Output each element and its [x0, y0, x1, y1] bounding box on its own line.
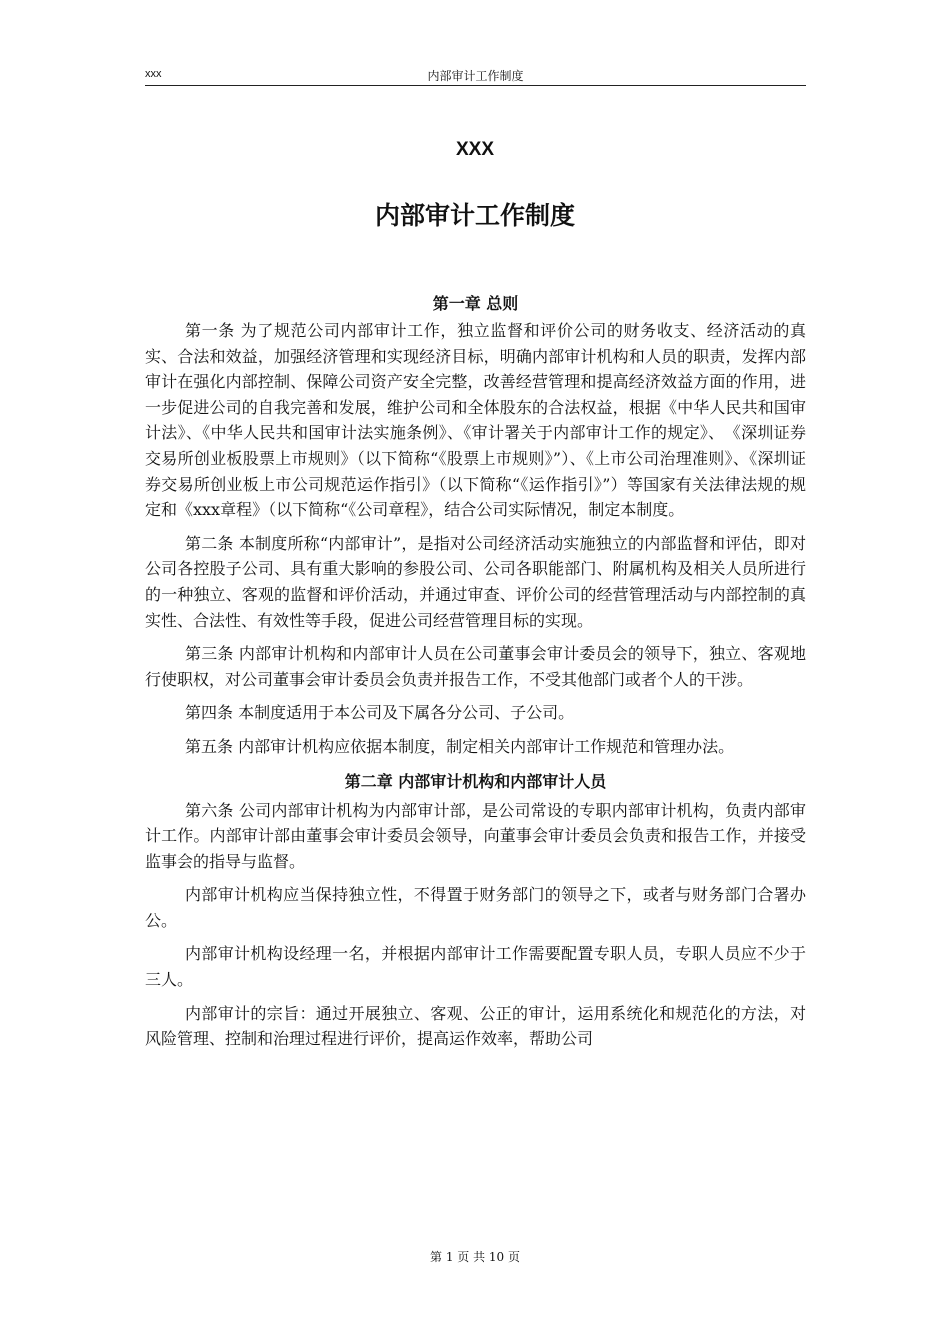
- article-6-purpose: 内部审计的宗旨：通过开展独立、客观、公正的审计，运用系统化和规范化的方法，对风险管理、控制和治理过程进行评价，提高运作效率，帮助公司: [145, 1003, 806, 1049]
- article-3: 第三条 内部审计机构和内部审计人员在公司董事会审计委员会的领导下，独立、客观地行使职权，对公司董事会审计委员会负责并报告工作，不受其他部门或者个人的干涉。: [145, 644, 806, 689]
- document-title: 内部审计工作制度: [374, 201, 575, 230]
- article-6-independence: 内部审计机构应当保持独立性，不得置于财务部门的领导之下，或者与财务部门合署办公。: [145, 885, 806, 930]
- header-center-title: 内部审计工作制度: [427, 69, 524, 83]
- article-6: 第六条 公司内部审计机构为内部审计部，是公司常设的专职内部审计机构，负责内部审计工作。内部审计部由董事会审计委员会领导，向董事会审计委员会负责和报告工作，并接受监事会的指导与监督。: [145, 800, 806, 871]
- page-header: [145, 66, 806, 86]
- company-name: XXX: [455, 139, 495, 160]
- article-4: 第四条 本制度适用于本公司及下属各分公司、子公司。: [185, 703, 575, 723]
- page-footer: 第 1 页 共 10 页: [430, 1250, 520, 1264]
- article-5: 第五条 内部审计机构应依据本制度，制定相关内部审计工作规范和管理办法。: [185, 736, 735, 756]
- article-1: 第一条 为了规范公司内部审计工作，独立监督和评价公司的财务收支、经济活动的真实、合法和效益，加强经济管理和实现经济目标，明确内部审计机构和人员的职责，发挥内部审计在强化内部控制、保障公司资产安全完整，改善经营管理和提高经济效益方面的作用，进一步促进公司的自我完善和发展，维护公司和全体股东的合法权益，根据《中华人民共和国审计法》、《中华人民共和国审计法实施条例》、《审计署关于内部审计工作的规定》、 《深圳证券交易所创业板股票上市规则》（以下简称“《股票上市规则》”）、《上市公司治理准则》、《深圳证券交易所创业板上市公司规范运作指引》（以下简称“《运作指引》”）等国家有关法律法规的规定和《xxx章程》（以下简称“《公司章程》，结合公司实际情况，制定本制度。: [145, 321, 806, 520]
- document-body: [145, 290, 806, 1060]
- article-6-staffing: 内部审计机构设经理一名，并根据内部审计工作需要配置专职人员，专职人员应不少于三人。: [145, 944, 806, 990]
- chapter-1-heading: 第一章 总则: [432, 294, 519, 313]
- header-left-text: xxx: [145, 68, 162, 80]
- chapter-2-heading: 第二章 内部审计机构和内部审计人员: [344, 771, 607, 791]
- article-2: 第二条 本制度所称“内部审计”，是指对公司经济活动实施独立的内部监督和评估，即对公司各控股子公司、具有重大影响的参股公司、公司各职能部门、附属机构及相关人员所进行的一种独立、客观的监督和评价活动，并通过审查、评价公司的经营管理活动与内部控制的真实性、合法性、有效性等手段，促进公司经营管理目标的实现。: [145, 533, 806, 630]
